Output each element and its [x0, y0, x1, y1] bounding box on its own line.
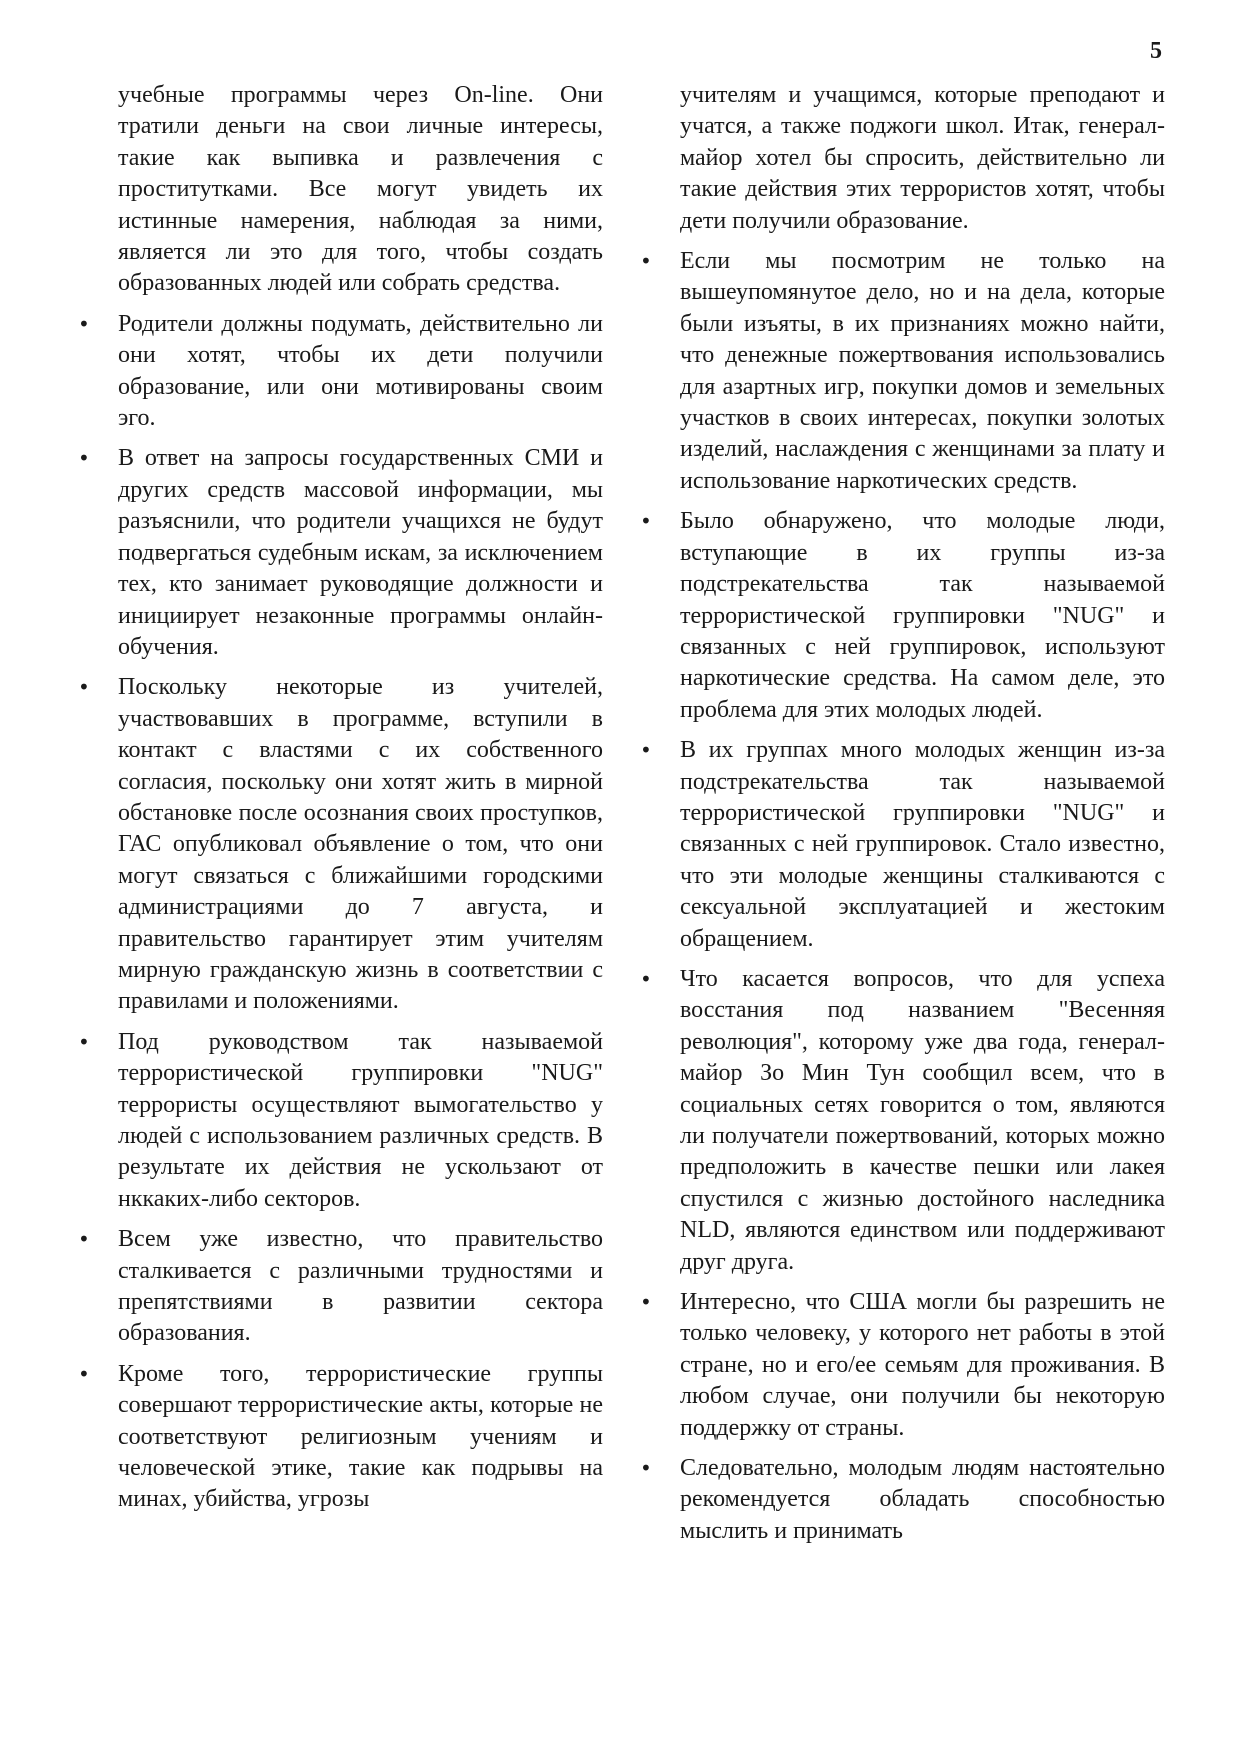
bullet-item: • Интересно, что США могли бы разрешить не только человеку, у которого нет работы в этой стране, но и его/ее семьям для проживания. В любом случае, они получили бы некоторую поддержку от страны.	[680, 1287, 1165, 1444]
bullet-item: • Под руководством так называемой террористической группировки "NUG" террористы осуществляют вымогательство у людей с использованием различных средств. В результате их действия не ускользают от нккаких-либо секторов.	[118, 1027, 603, 1215]
bullet-item: • Было обнаружено, что молодые люди, вступающие в их группы из-за подстрекательства так называемой террористической группировки "NUG" и связанных с ней группировок, используют наркотические средства. На самом деле, это проблема для этих молодых людей.	[680, 506, 1165, 726]
bullet-item: • Если мы посмотрим не только на вышеупомянутое дело, но и на дела, которые были изъяты, в их признаниях можно найти, что денежные пожертвования использовались для азартных игр, покупки домов и земельных участков в своих интересах, покупки золотых изделий, наслаждения с женщинами за плату и использование наркотических средств.	[680, 246, 1165, 497]
left-column	[118, 80, 603, 1525]
bullet-item: • Поскольку некоторые из учителей, участвовавших в программе, вступили в контакт с властями с их собственного согласия, поскольку они хотят жить в мирной обстановке после осознания своих проступков, ГАС опубликовал объявление о том, что они могут связаться с ближайшими городскими администрациями до 7 августа, и правительство гарантирует этим учителям мирную гражданскую жизнь в соответствии с правилами и положениями.	[118, 672, 603, 1017]
bullet-item: • В ответ на запросы государственных СМИ и других средств массовой информации, мы разъяснили, что родители учащихся не будут подвергаться судебным искам, за исключением тех, кто занимает руководящие должности и инициирует незаконные программы онлайн-обучения.	[118, 443, 603, 663]
bullet-item: • Кроме того, террористические группы совершают террористические акты, которые не соответствуют религиозным учениям и человеческой этике, такие как подрывы на минах, убийства, угрозы	[118, 1359, 603, 1516]
right-column	[680, 80, 1165, 1556]
right-continuation-paragraph: учителям и учащимся, которые преподают и учатся, а также поджоги школ. Итак, генерал-майор хотел бы спросить, действительно ли такие действия этих террористов хотят, чтобы дети получили образование.	[680, 82, 1165, 234]
left-continuation-paragraph: учебные программы через On-line. Они тратили деньги на свои личные интересы, такие как выпивка и развлечения с проститутками. Все могут увидеть их истинные намерения, наблюдая за ними, является ли это для того, чтобы создать образованных людей или собрать средства.	[118, 82, 603, 297]
bullet-item: • Всем уже известно, что правительство сталкивается с различными трудностями и препятствиями в развитии сектора образования.	[118, 1224, 603, 1350]
bullet-item: • Родители должны подумать, действительно ли они хотят, чтобы их дети получили образование, или они мотивированы своим эго.	[118, 309, 603, 435]
bullet-item: • Что касается вопросов, что для успеха восстания под названием "Весенняя революция", которому уже два года, генерал-майор Зо Мин Тун сообщил всем, что в социальных сетях говорится о том, являются ли получатели пожертвований, которых можно предположить в качестве пешки или лакея спустился с жизнью достойного наследника NLD, являются единством или поддерживают друг друга.	[680, 964, 1165, 1278]
bullet-item: • Следовательно, молодым людям настоятельно рекомендуется обладать способностью мыслить и принимать	[680, 1453, 1165, 1547]
bullet-item: • В их группах много молодых женщин из-за подстрекательства так называемой террористической группировки "NUG" и связанных с ней группировок. Стало известно, что эти молодые женщины сталкиваются с сексуальной эксплуатацией и жестоким обращением.	[680, 735, 1165, 955]
page-number: 5	[1150, 38, 1162, 64]
